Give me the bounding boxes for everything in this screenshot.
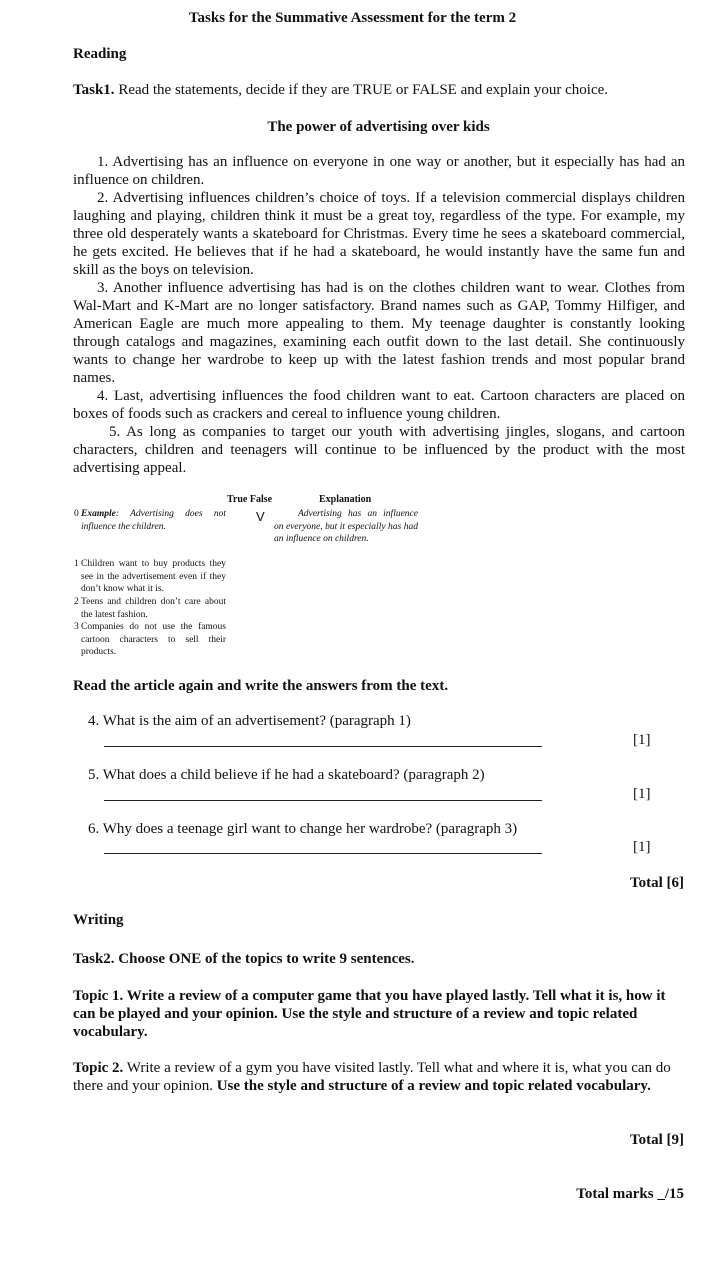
reading-heading: Reading [73,46,127,62]
topic-2 [73,1059,685,1095]
answer-line-5[interactable] [104,800,542,801]
task1-instruction [73,81,693,99]
question-5: 5. What does a child believe if he had a skateboard? (paragraph 2) [88,767,485,783]
topic-2-text: Write a review of a gym you have visited lastly. Tell what and where it is, what you can do there and your opinion. [73,1060,671,1094]
question-4: 4. What is the aim of an advertisement? (paragraph 1) [88,713,411,729]
statement-text: Teens and children don’t care about the latest fashion. [81,597,226,620]
article-paragraph-5: 5. As long as companies to target our youth with advertising jingles, slogans, and cartoon characters, children and teenagers will continue to be influenced by the product with the most advertising appeal. [73,424,685,476]
example-label: Example [81,509,116,519]
header-explanation: Explanation [319,494,372,505]
article-paragraph-4: 4. Last, advertising influences the food children want to eat. Cartoon characters are placed on boxes of foods such as crackers and cereal to influence young children. [73,388,685,422]
statement-row-1 [74,558,226,596]
example-row [74,508,226,533]
example-true-mark: V [256,509,265,524]
writing-total: Total [9] [629,1132,684,1148]
task2-instruction: Task2. Choose ONE of the topics to write 9 sentences. [73,951,415,967]
article-paragraph-1: 1. Advertising has an influence on everyone in one way or another, but it especially has had an influence on children. [73,154,685,188]
writing-heading: Writing [73,912,124,928]
example-statement: : Advertising does not influence the children. [81,509,226,532]
task1-text: Read the statements, decide if they are TRUE or FALSE and explain your choice. [114,82,609,98]
page-title: Tasks for the Summative Assessment for the term 2 [188,10,517,26]
topic-2-requirement: Use the style and structure of a review and topic related vocabulary. [212,1078,651,1094]
total-marks: Total marks _/15 [576,1186,684,1202]
article-paragraph-3: 3. Another influence advertising has had is on the clothes children want to wear. Clothes from Wal-Mart and K-Mart are no longer satisfactory. Brand names such as GAP, Tommy Hilfiger, and American Eagle are much more appealing to them. My teenage daughter is constantly looking through catalogs and magazines, examining each outfit down to the last detail. She continuously wants to change her wardrobe to keep up with the latest fashion trends and most popular brand names. [73,280,685,386]
answer-line-6[interactable] [104,853,542,854]
reading-total: Total [6] [629,875,684,891]
task1-label: Task1. [73,82,115,98]
read-again-instruction: Read the article again and write the answers from the text. [73,678,449,694]
statement-number: 1 [74,559,79,569]
topic-1: Topic 1. Write a review of a computer game that you have played lastly. Tell what it is, how it can be played and your opinion. Use the style and structure of a review and topic related vocabulary. [73,988,666,1040]
question-5-mark: [1] [633,786,651,802]
question-4-mark: [1] [633,732,651,748]
question-6: 6. Why does a teenage girl want to change her wardrobe? (paragraph 3) [88,821,518,837]
statement-text: Children want to buy products they see in the advertisement even if they don’t know what it is. [81,559,226,594]
statement-number: 3 [74,622,79,632]
statement-row-2 [74,596,226,621]
header-true-false: True False [227,494,273,505]
example-number: 0 [74,509,79,519]
article-title: The power of advertising over kids [267,119,490,135]
statement-text: Companies do not use the famous cartoon characters to sell their products. [81,622,226,657]
example-explanation: Advertising has an influence on everyone, but it especially has had an influence on children. [274,509,418,544]
statement-number: 2 [74,597,79,607]
article-paragraph-2: 2. Advertising influences children’s choice of toys. If a television commercial displays children laughing and playing, children think it must be a great toy, regardless of the type. For example, my three old desperately wants a skateboard for Christmas. Every time he sees a skateboard commercial, he gets excited. He believes that if he had a skateboard, he would instantly have the same fun and skill as the boys on television. [73,190,685,278]
topic-2-label: Topic 2. [73,1060,124,1076]
statement-row-3 [74,621,226,659]
question-6-mark: [1] [633,839,651,855]
answer-line-4[interactable] [104,746,542,747]
